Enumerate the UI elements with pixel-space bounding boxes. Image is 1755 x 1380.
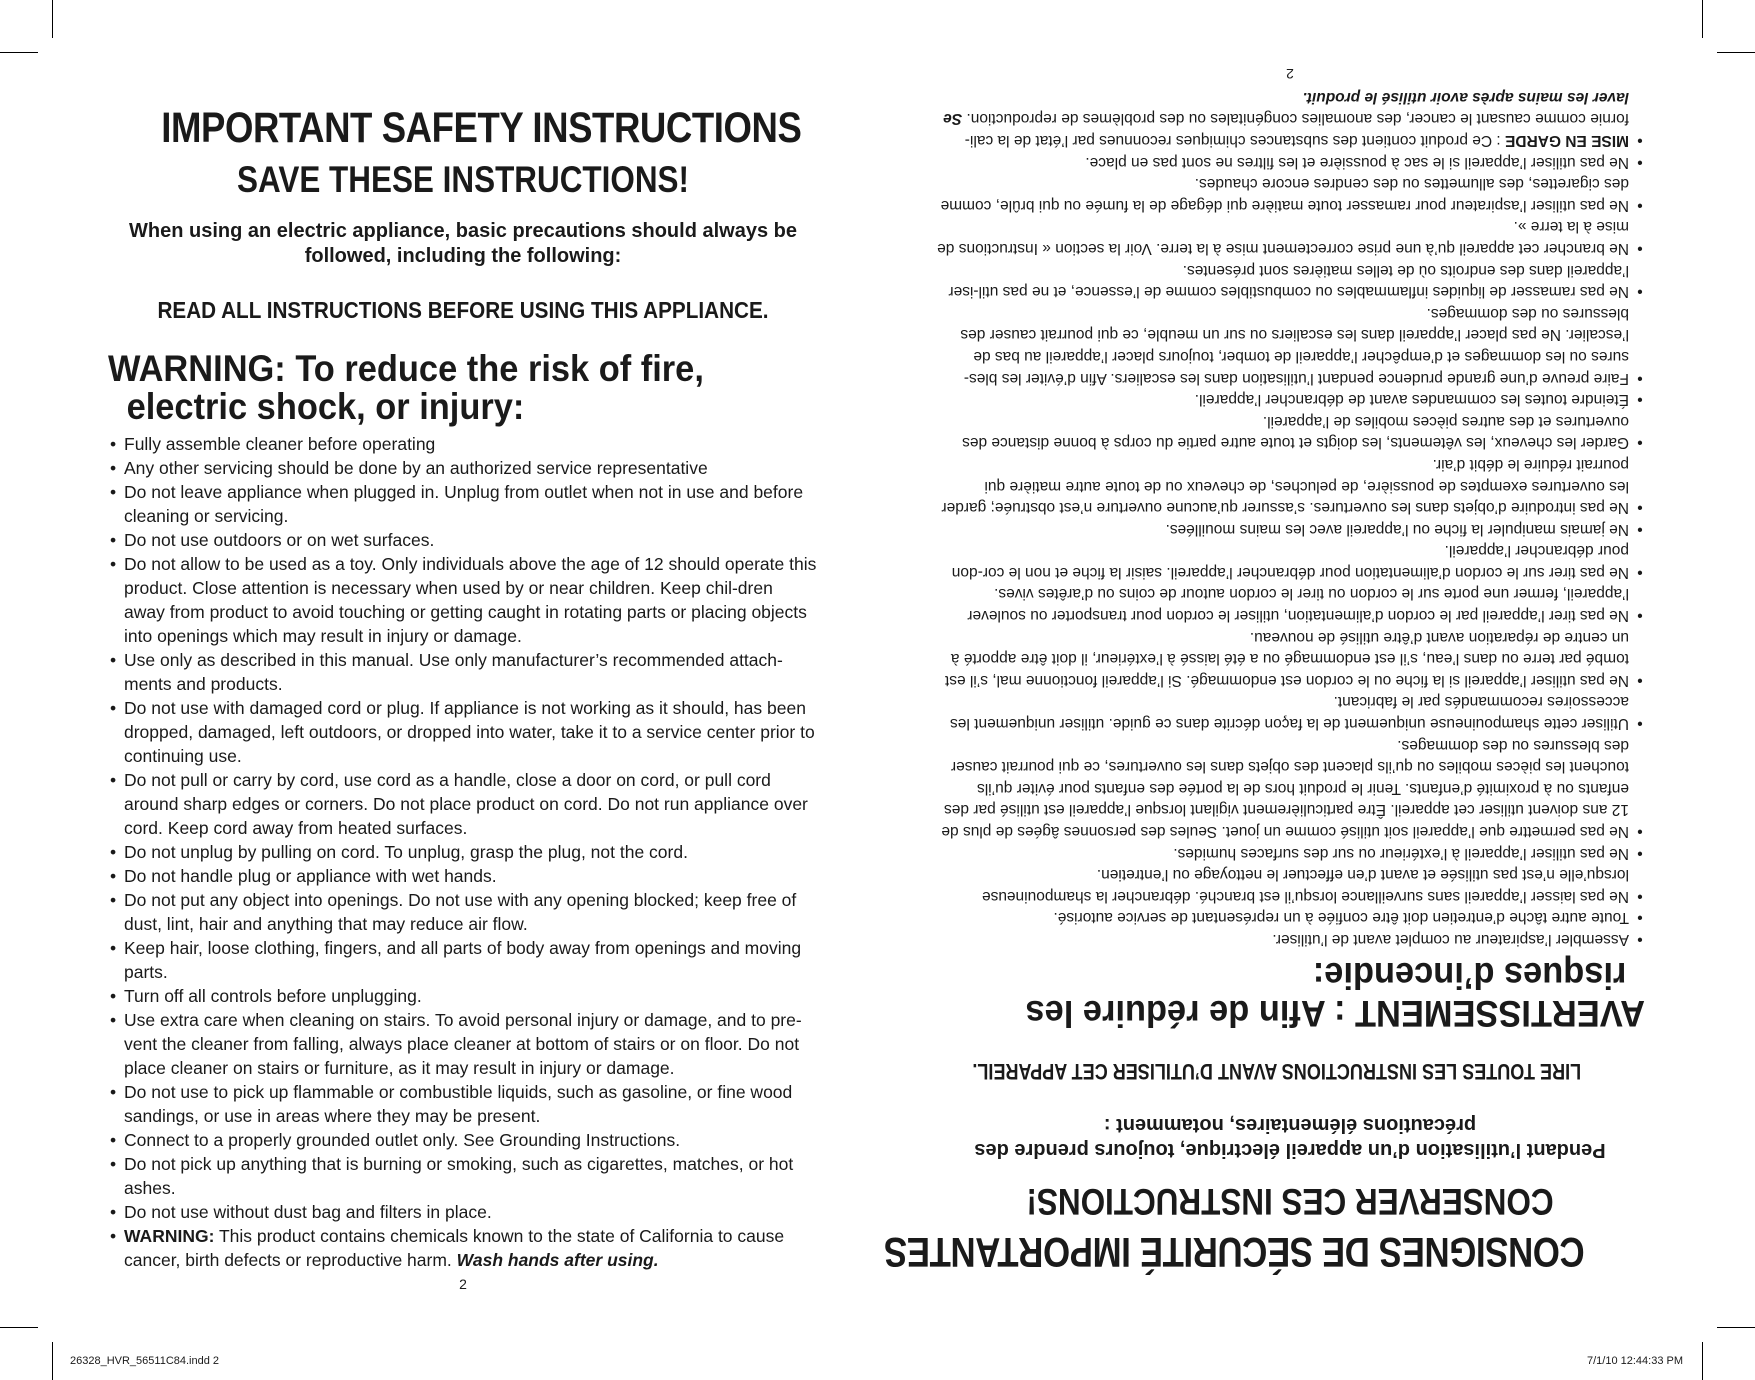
crop-mark bbox=[1702, 1342, 1703, 1380]
list-item: ● Ne pas utiliser l’aspirateur pour ramasser toute matière qui dégage de la fumée ou qui brûle, comme des cigarettes, des allumettes ou des cendres encore chaudes. bbox=[935, 173, 1645, 216]
list-item: ● Ne pas introduire d’objets dans les ouvertures. s’assurer qu’aucune ouverture n’est obstruée; garder les ouvertures exemptes de poussière, de peluches, de cheveux ou de toute autre matière qui pourrait réduire le débit d’air. bbox=[935, 453, 1645, 518]
warning-heading-line1: WARNING: To reduce the risk of fire, bbox=[108, 348, 704, 389]
list-item: ● Faire preuve d’une grande prudence pendant l’utilisation dans les escaliers. Afin d’éviter les bles-sures ou les dommages et d’empêcher l’appareil de tomber, toujours placer l’appareil au bas de l’escalier. Ne pas placer l’appareil dans les escaliers ou sur un meuble, ce qui pourrait causer des blessures ou des dommages. bbox=[935, 302, 1645, 388]
list-item: • Do not leave appliance when plugged in. Unplug from outlet when not in use and before cleaning or servicing. bbox=[108, 480, 818, 528]
list-item: • Do not use without dust bag and filters in place. bbox=[108, 1200, 818, 1224]
list-item: • Do not pick up anything that is burning or smoking, such as cigarettes, matches, or hot ashes. bbox=[108, 1152, 818, 1200]
list-item: • Do not allow to be used as a toy. Only individuals above the age of 12 should operate this product. Close attention is necessary when used by or near children. Keep chil-dren away from product to avoid touching or getting caught in rotating parts or placing objects into openings which may result in injury or damage. bbox=[108, 552, 818, 648]
warning-label: WARNING: bbox=[124, 1226, 215, 1246]
page-number: 2 bbox=[459, 1276, 467, 1292]
list-item: ● Éteindre toutes les commandes avant de débrancher l’appareil. bbox=[935, 389, 1645, 411]
english-page bbox=[108, 0, 818, 1320]
prop65-warning bbox=[108, 1224, 818, 1272]
list-item: • Turn off all controls before unplugging. bbox=[108, 984, 818, 1008]
crop-mark bbox=[1702, 0, 1703, 38]
list-item: ● Ne pas utiliser l’appareil si le sac à poussière et les filtres ne sont pas en place. bbox=[935, 151, 1645, 173]
wash-hands-text: Wash hands after using. bbox=[456, 1250, 659, 1270]
crop-mark bbox=[1717, 52, 1755, 53]
list-item: • Use only as described in this manual. Use only manufacturer’s recommended attach-ments and products. bbox=[108, 648, 818, 696]
warning-heading-line2-fr: risques d’incendie: bbox=[1312, 955, 1627, 996]
read-all-notice: READ ALL INSTRUCTIONS BEFORE USING THIS APPLIANCE. bbox=[157, 297, 769, 323]
list-item: ● Ne jamais manipuler la fiche ou l’appareil avec les mains mouillées. bbox=[935, 518, 1645, 540]
warning-text: This product contains chemicals known to the state of California to cause cancer, birth defects or reproductive harm. bbox=[124, 1226, 785, 1270]
french-page bbox=[884, 60, 1645, 1380]
list-item: ● Ne pas permettre que l’appareil soit utilisé comme un jouet. Seules des personnes âgées de plus de 12 ans doivent utiliser cet appareil. Être particulièrement vigilant lorsque l’appareil est utilisé par des enfants ou à proximité d’enfants. Tenir le produit hors de la portée des enfants pour éviter qu’ils touchent les pièces mobiles ou qu’ils placent des objets dans les ouvertures, ce qui pourrait causer des blessures ou des dommages. bbox=[935, 734, 1645, 842]
page-number-fr: 2 bbox=[1286, 66, 1294, 83]
wash-hands-text-fr: Se laver les mains après avoir utilisé le produit. bbox=[943, 88, 1629, 128]
warning-heading-fr bbox=[985, 956, 1645, 1032]
list-item: ● Ne pas tirer l’appareil par le cordon d’alimentation, utiliser le cordon pour transporter ou soulever l’appareil, fermer une porte sur le cordon ou tirer le cordon autour de coins ou d’arêtes vives. bbox=[935, 583, 1645, 626]
warning-text-fr: : Ce produit contient des substances chimiques reconnues par l’état de la cali-fornie comme causant le cancer, des anomalies congénitales ou des problèmes de reproduction. bbox=[962, 110, 1629, 150]
page-subtitle: SAVE THESE INSTRUCTIONS! bbox=[237, 159, 689, 200]
list-item: ● Ne pas tirer sur le cordon d’alimentation pour débrancher l’appareil. saisir la fiche et non le cor-don pour débrancher l’appareil. bbox=[935, 540, 1645, 583]
list-item: • Do not use outdoors or on wet surfaces. bbox=[108, 528, 818, 552]
list-item: ● Ne brancher cet appareil qu’à une prise correctement mise à la terre. Voir la section « Instructions de mise à la terre ». bbox=[935, 216, 1645, 259]
list-item: ● Utiliser cette shampouineuse uniquement de la façon décrite dans ce guide. utiliser uniquement les accessoires recommandés par le fabricant. bbox=[935, 691, 1645, 734]
list-item: • Any other servicing should be done by an authorized service representative bbox=[108, 456, 818, 480]
list-item: ● Ne pas utiliser l’appareil à l’extérieur ou sur des surfaces humides. bbox=[935, 842, 1645, 864]
list-item: • Connect to a properly grounded outlet only. See Grounding Instructions. bbox=[108, 1128, 818, 1152]
warning-label-fr: MISE EN GARDE bbox=[1504, 132, 1629, 150]
crop-mark bbox=[52, 0, 53, 38]
crop-mark bbox=[0, 1327, 38, 1328]
list-item: • Do not put any object into openings. Do not use with any opening blocked; keep free of dust, lint, hair and anything that may reduce air flow. bbox=[108, 888, 818, 936]
prop65-warning-fr bbox=[935, 86, 1645, 151]
precaution-text-fr: Pendant l’utilisation d’un appareil électrique, toujours prendre des précautions élémentaires, notamment : bbox=[974, 1114, 1606, 1161]
list-item: • Do not use with damaged cord or plug. If appliance is not working as it should, has been dropped, damaged, left outdoors, or dropped into water, take it to a service center prior to continuing use. bbox=[108, 696, 818, 768]
list-item: • Do not pull or carry by cord, use cord as a handle, close a door on cord, or pull cord around sharp edges or corners. Do not place product on cord. Do not run appliance over cord. Keep cord away from heated surfaces. bbox=[108, 768, 818, 840]
read-all-notice-fr: LIRE TOUTES LES INSTRUCTIONS AVANT D’UTILISER CET APPAREIL. bbox=[972, 1059, 1582, 1084]
page-subtitle-fr: CONSERVER CES INSTRUCTIONS! bbox=[1026, 1181, 1554, 1222]
list-item: ● Ne pas utiliser l’appareil si la fiche ou le cordon est endommagé. Si l’appareil fonctionne mal, s’il est tombé par terre ou dans l’eau, s’il est endommagé ou a été laissé à l’extérieur, il doit être apporté à un centre de réparation avant d’être utilisé de nouveau. bbox=[935, 626, 1645, 691]
list-item: ● Garder les cheveux, les vêtements, les doigts et toute autre partie du corps à bonne distance des ouvertures et des autres pièces mobiles de l’appareil. bbox=[935, 410, 1645, 453]
crop-mark bbox=[0, 52, 38, 53]
list-item: • Keep hair, loose clothing, fingers, and all parts of body away from openings and moving parts. bbox=[108, 936, 818, 984]
footer-timestamp: 7/1/10 12:44:33 PM bbox=[1586, 1355, 1683, 1367]
list-item: • Do not handle plug or appliance with wet hands. bbox=[108, 864, 818, 888]
list-item: ● Toute autre tâche d’entretien doit être confiée à un représentant de service autorisé. bbox=[935, 907, 1645, 929]
list-item: • Do not unplug by pulling on cord. To unplug, grasp the plug, not the cord. bbox=[108, 840, 818, 864]
list-item: • Fully assemble cleaner before operating bbox=[108, 432, 818, 456]
crop-mark bbox=[1717, 1327, 1755, 1328]
safety-rules-list bbox=[108, 432, 818, 1272]
list-item: ● Ne pas ramasser de liquides inflammables ou combustibles comme de l’essence, et ne pas util-iser l’appareil dans des endroits où de telles matières sont présentes. bbox=[935, 259, 1645, 302]
page-title-fr: CONSIGNES DE SÉCURITÉ IMPORTANTES bbox=[884, 1229, 1585, 1276]
list-item: ● Assembler l’aspirateur au complet avant de l’utiliser. bbox=[935, 928, 1645, 950]
page-title: IMPORTANT SAFETY INSTRUCTIONS bbox=[161, 104, 802, 152]
list-item: • Use extra care when cleaning on stairs. To avoid personal injury or damage, and to pre-vent the cleaner from falling, always place cleaner at bottom of stairs or on floor. Do not place cleaner on stairs or furniture, as it may result in injury or damage. bbox=[108, 1008, 818, 1080]
safety-rules-list-fr bbox=[935, 86, 1645, 950]
footer-file-slug: 26328_HVR_56511C84.indd 2 bbox=[70, 1355, 220, 1367]
list-item: • Do not use to pick up flammable or combustible liquids, such as gasoline, or fine wood sandings, or use in areas where they may be present. bbox=[108, 1080, 818, 1128]
warning-heading bbox=[108, 350, 768, 426]
list-item: ● Ne pas laisser l’appareil sans surveillance lorsqu’il est branché. débrancher la shampouineuse lorsqu’elle n’est pas utilisée et avant d’en effectuer le nettoyage ou l’entretien. bbox=[935, 864, 1645, 907]
warning-heading-line1-fr: AVERTISSEMENT : Afin de réduire les bbox=[1025, 993, 1645, 1034]
precaution-text: When using an electric appliance, basic precautions should always be followed, including the following: bbox=[129, 220, 797, 267]
warning-heading-line2: electric shock, or injury: bbox=[126, 386, 525, 427]
crop-mark bbox=[52, 1342, 53, 1380]
